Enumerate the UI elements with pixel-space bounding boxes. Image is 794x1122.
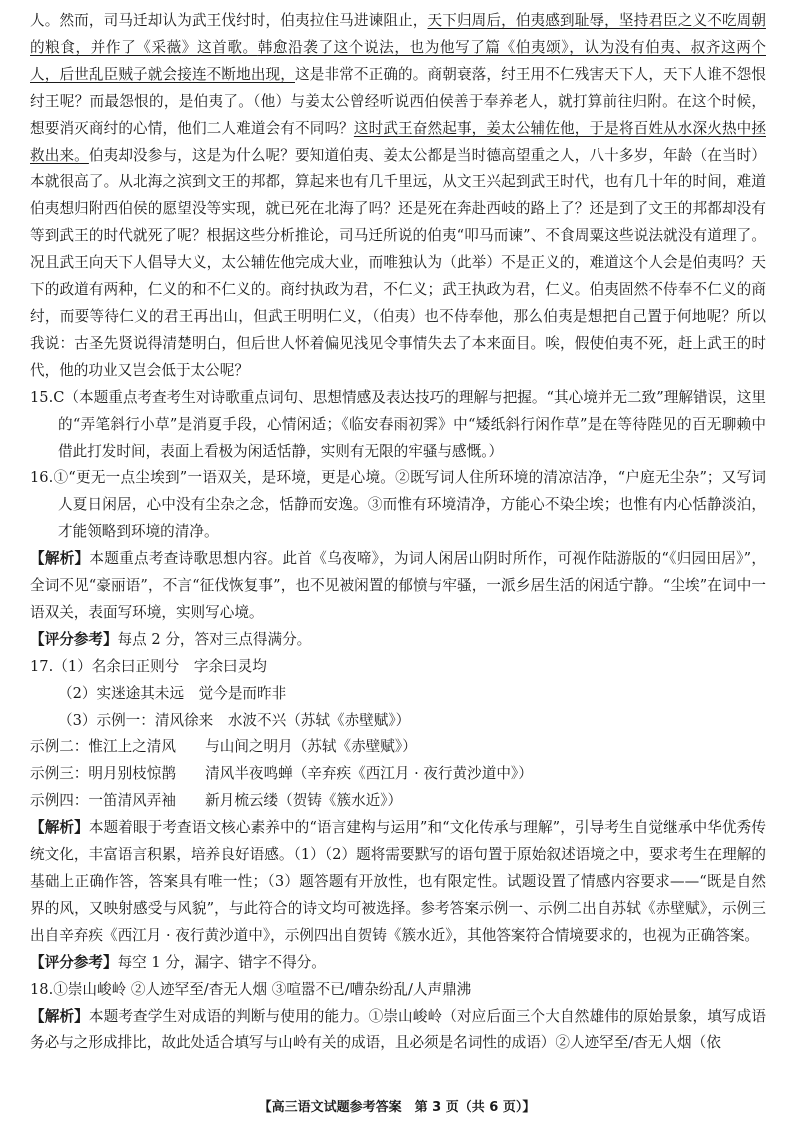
passage-sentence-1: 人。然而，司马迁却认为武王伐纣时，伯夷拉住马进谏阻止，	[30, 12, 428, 29]
question-16-answer	[30, 465, 766, 546]
question-15	[30, 385, 766, 466]
scoring-label: 【评分参考】	[30, 630, 118, 648]
analysis-text: 本题考查学生对成语的判断与使用的能力。①崇山峻岭（对应后面三个大自然雄伟的原始景象，填写成语务必与之形成排比，故此处适合填写与山岭有关的成语，且必须是名词性的成语）②人迹罕至/杳无人烟（依	[30, 1007, 766, 1052]
question-18-number: 18.	[30, 980, 54, 998]
analysis-text: 本题着眼于考查语文核心素养中的“语言建构与运用”和“文化传承与理解”，引导考生自觉继承中华优秀传统文化，丰富语言积累，培养良好语感。（1）（2）题将需要默写的语句置于原始叙述语境之中，要求考生在理解的基础上正确作答，答案具有唯一性；（3）题答题有开放性，也有限定性。试题设置了情感内容要求——“既是自然界的风，又映射感受与风貌”，与此符合的诗文均可被选择。参考答案示例一、示例二出自苏轼《赤壁赋》，示例三出自辛弃疾《西江月 · 夜行黄沙道中》，示例四出自贺铸《簇水近》，其他答案符合情境要求的，也视为正确答案。	[30, 819, 766, 944]
scoring-text: 每空 1 分，漏字、错字不得分。	[117, 953, 326, 971]
question-18-analysis	[30, 1004, 766, 1058]
question-16-text: ①“更无一点尘埃到”一语双关，是环境，更是心境。②既写词人住所环境的清凉洁净，“户庭无尘杂”；又写词人夏日闲居，心中没有尘杂之念，恬静而安逸。③而惟有环境清净，方能心不染尘埃；也惟有内心恬静淡泊，才能领略到环境的清净。	[53, 469, 766, 541]
question-16-scoring	[30, 627, 766, 654]
passage-underlined-1: 天下归周后，伯夷感到耻辱，坚持君臣之义不吃周朝的粮食，并作了《采薇》这首歌。	[30, 12, 766, 56]
question-17-analysis	[30, 815, 766, 950]
analysis-text: 本题重点考查诗歌思想内容。此首《乌夜啼》，为词人闲居山阴时所作，可视作陆游版的“《归园田居》”，全词不见“豪丽语”，不言“征伐恢复事”，也不见被闲置的郁愤与牢骚，一派乡居生活的闲适宁静。“尘埃”在词中一语双关，表面写环境，实则写心境。	[30, 550, 766, 621]
question-17-answer-2: （2）实迷途其未远 觉今是而昨非	[58, 684, 287, 702]
question-17-number: 17.	[30, 657, 54, 675]
question-17-example-4: 示例四：一笛清风弄袖 新月梳云缕（贺铸《簇水近》）	[30, 792, 403, 810]
question-18-text: ①崇山峻岭 ②人迹罕至/杳无人烟 ③喧嚣不已/嘈杂纷乱/人声鼎沸	[53, 980, 472, 998]
question-18-answer	[30, 977, 766, 1004]
analysis-label: 【解析】	[30, 1007, 89, 1025]
scoring-text: 每点 2 分，答对三点得满分。	[117, 630, 312, 648]
passage-sentence-3: 这是非常不正确的。商朝衰落，纣王用不仁残害天下人，天下人谁不怨恨纣王呢？而最怨恨的，是伯夷了。（他）与姜太公曾经听说西伯侯善于奉养老人，就打算前往归附。在这个时候，想要消灭商纣的心情，他们二人难道会有不同吗？	[30, 65, 766, 137]
question-16-analysis	[30, 546, 766, 627]
question-17-answer-3: （3）示例一：清风徐来 水波不兴（苏轼《赤壁赋》）	[58, 711, 411, 729]
passage-translation	[30, 8, 766, 385]
question-15-text: C（本题重点考查考生对诗歌重点词句、思想情感及表达技巧的理解与把握。“其心境并无二致”理解错误，这里的“弄笔斜行小草”是消夏手段，心情闲适；《临安春雨初霁》中“矮纸斜行闲作草”是在等待陛见的百无聊赖中借此打发时间，表面上看极为闲适恬静，实则有无限的牢骚与感慨。）	[53, 388, 766, 460]
question-15-number: 15.	[30, 388, 54, 406]
question-17-scoring	[30, 950, 766, 977]
passage-underlined-3: 这时武王奋然起事，姜太公辅佐他，于是将百姓从水深火热中拯救出来。	[30, 119, 766, 164]
passage-underlined-2: 韩愈沿袭了这个说法，也为他写了篇《伯夷颂》，认为没有伯夷、叔齐这两个人，后世乱臣贼子就会接连不断地出现，	[30, 38, 766, 83]
question-17-example-2: 示例二：惟江上之清风 与山间之明月（苏轼《赤壁赋》）	[30, 738, 417, 756]
question-17-answer-1: （1）名余曰正则兮 字余曰灵均	[53, 657, 267, 675]
question-17-example-3: 示例三：明月别枝惊鹊 清风半夜鸣蝉（辛弃疾《西江月 · 夜行黄沙道中》）	[30, 765, 533, 783]
scoring-label: 【评分参考】	[30, 953, 118, 971]
question-16-number: 16.	[30, 469, 54, 487]
passage-sentence-5: 伯夷却没参与，这是为什么呢？要知道伯夷、姜太公都是当时德高望重之人，八十多岁，年龄（在当时）本就很高了。从北海之滨到文王的邦都，算起来也有几千里远，从文王兴起到武王时代，也有几十年的时间，难道伯夷想归附西伯侯的愿望没等实现，就已死在北海了吗？还是死在奔赴西岐的路上了？还是到了文王的邦都却没有等到武王的时代就死了呢？根据这些分析推论，司马迁所说的伯夷“叩马而谏”、不食周粟这些说法就没有道理了。况且武王向天下人倡导大义，太公辅佐他完成大业，而唯独认为（此举）不是正义的，难道这个人会是伯夷吗？天下的政道有两种，仁义的和不仁义的。商纣执政为君，不仁义；武王执政为君，仁义。伯夷固然不侍奉不仁义的商纣，而要等待仁义的君王再出山，但武王明明仁义，（伯夷）也不侍奉他，那么伯夷是想把自己置于何地呢？所以我说：古圣先贤说得清楚明白，但后世人怀着偏见浅见令事情失去了本来面目。唉，假使伯夷不死，赶上武王的时代，他的功业又岂会低于太公呢？	[30, 146, 766, 379]
question-17-line-1	[30, 654, 766, 681]
page-footer: 【高三语文试题参考答案 第 3 页（共 6 页）】	[258, 1100, 536, 1115]
analysis-label: 【解析】	[30, 819, 89, 837]
analysis-label: 【解析】	[30, 550, 90, 568]
